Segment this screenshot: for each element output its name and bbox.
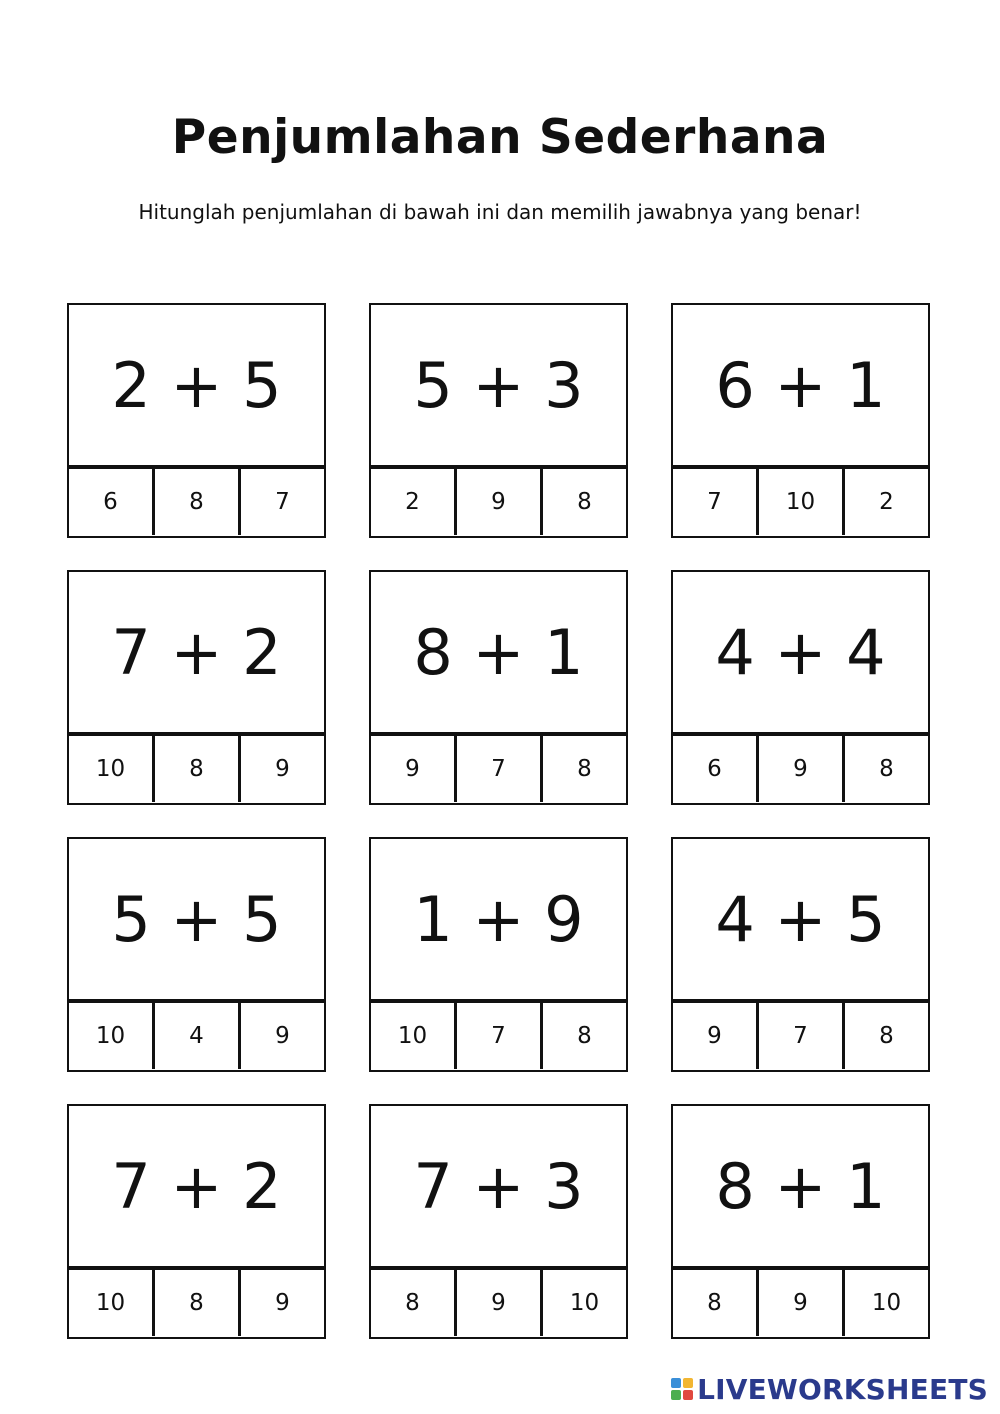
problem-expression: 7 + 3 bbox=[371, 1106, 626, 1270]
problem-card bbox=[671, 1104, 930, 1339]
problem-card bbox=[67, 1104, 326, 1339]
answer-option[interactable]: 8 bbox=[842, 1003, 928, 1069]
problem-expression: 8 + 1 bbox=[371, 572, 626, 736]
answer-option[interactable]: 10 bbox=[95, 1023, 126, 1049]
problem-card bbox=[67, 303, 326, 538]
answer-option[interactable]: 8 bbox=[707, 1290, 722, 1316]
answer-option[interactable]: 10 bbox=[842, 1270, 928, 1336]
answer-option[interactable]: 10 bbox=[397, 1023, 428, 1049]
answer-option[interactable]: 8 bbox=[842, 736, 928, 802]
answer-option[interactable]: 7 bbox=[707, 489, 722, 515]
problem-card bbox=[369, 570, 628, 805]
answer-option[interactable]: 8 bbox=[540, 469, 626, 535]
answer-options bbox=[69, 1270, 324, 1336]
problem-expression: 6 + 1 bbox=[673, 305, 928, 469]
answer-option[interactable]: 8 bbox=[540, 1003, 626, 1069]
answer-option[interactable]: 8 bbox=[152, 469, 238, 535]
page-title: Penjumlahan Sederhana bbox=[171, 110, 829, 165]
answer-options bbox=[371, 736, 626, 802]
answer-options bbox=[371, 1270, 626, 1336]
answer-option[interactable]: 6 bbox=[103, 489, 118, 515]
problem-card bbox=[671, 837, 930, 1072]
answer-option[interactable]: 10 bbox=[540, 1270, 626, 1336]
instruction-text: Hitunglah penjumlahan di bawah ini dan memilih jawabnya yang benar! bbox=[138, 200, 862, 224]
answer-option[interactable]: 7 bbox=[238, 469, 324, 535]
answer-options bbox=[69, 469, 324, 535]
problem-card bbox=[671, 303, 930, 538]
answer-option[interactable]: 2 bbox=[405, 489, 420, 515]
problem-expression: 7 + 2 bbox=[69, 572, 324, 736]
answer-option[interactable]: 7 bbox=[756, 1003, 842, 1069]
liveworksheets-logo-icon bbox=[671, 1378, 693, 1400]
problem-card bbox=[369, 1104, 628, 1339]
answer-option[interactable]: 4 bbox=[152, 1003, 238, 1069]
answer-options bbox=[371, 1003, 626, 1069]
problem-expression: 7 + 2 bbox=[69, 1106, 324, 1270]
answer-options bbox=[69, 1003, 324, 1069]
problem-card bbox=[369, 837, 628, 1072]
problem-expression: 5 + 3 bbox=[371, 305, 626, 469]
answer-options bbox=[673, 1003, 928, 1069]
problem-expression: 1 + 9 bbox=[371, 839, 626, 1003]
answer-option[interactable]: 8 bbox=[152, 736, 238, 802]
answer-option[interactable]: 8 bbox=[152, 1270, 238, 1336]
answer-option[interactable]: 10 bbox=[756, 469, 842, 535]
answer-option[interactable]: 2 bbox=[842, 469, 928, 535]
answer-option[interactable]: 7 bbox=[454, 1003, 540, 1069]
answer-option[interactable]: 9 bbox=[454, 1270, 540, 1336]
answer-option[interactable]: 9 bbox=[756, 1270, 842, 1336]
answer-option[interactable]: 8 bbox=[405, 1290, 420, 1316]
answer-option[interactable]: 9 bbox=[238, 736, 324, 802]
answer-option[interactable]: 9 bbox=[238, 1003, 324, 1069]
answer-options bbox=[673, 469, 928, 535]
liveworksheets-logo bbox=[671, 1371, 988, 1407]
problem-expression: 2 + 5 bbox=[69, 305, 324, 469]
problem-expression: 4 + 5 bbox=[673, 839, 928, 1003]
problem-expression: 5 + 5 bbox=[69, 839, 324, 1003]
answer-options bbox=[673, 736, 928, 802]
answer-option[interactable]: 9 bbox=[405, 756, 420, 782]
answer-option[interactable]: 6 bbox=[707, 756, 722, 782]
answer-option[interactable]: 8 bbox=[540, 736, 626, 802]
answer-options bbox=[69, 736, 324, 802]
answer-option[interactable]: 9 bbox=[238, 1270, 324, 1336]
problem-card bbox=[369, 303, 628, 538]
problem-card bbox=[671, 570, 930, 805]
answer-option[interactable]: 7 bbox=[454, 736, 540, 802]
answer-option[interactable]: 9 bbox=[707, 1023, 722, 1049]
answer-option[interactable]: 10 bbox=[95, 756, 126, 782]
logo-text: LIVEWORKSHEETS bbox=[697, 1372, 988, 1406]
problem-card bbox=[67, 837, 326, 1072]
answer-option[interactable]: 9 bbox=[454, 469, 540, 535]
problem-card bbox=[67, 570, 326, 805]
answer-options bbox=[371, 469, 626, 535]
answer-option[interactable]: 9 bbox=[756, 736, 842, 802]
problem-expression: 4 + 4 bbox=[673, 572, 928, 736]
answer-option[interactable]: 10 bbox=[95, 1290, 126, 1316]
problem-expression: 8 + 1 bbox=[673, 1106, 928, 1270]
answer-options bbox=[673, 1270, 928, 1336]
